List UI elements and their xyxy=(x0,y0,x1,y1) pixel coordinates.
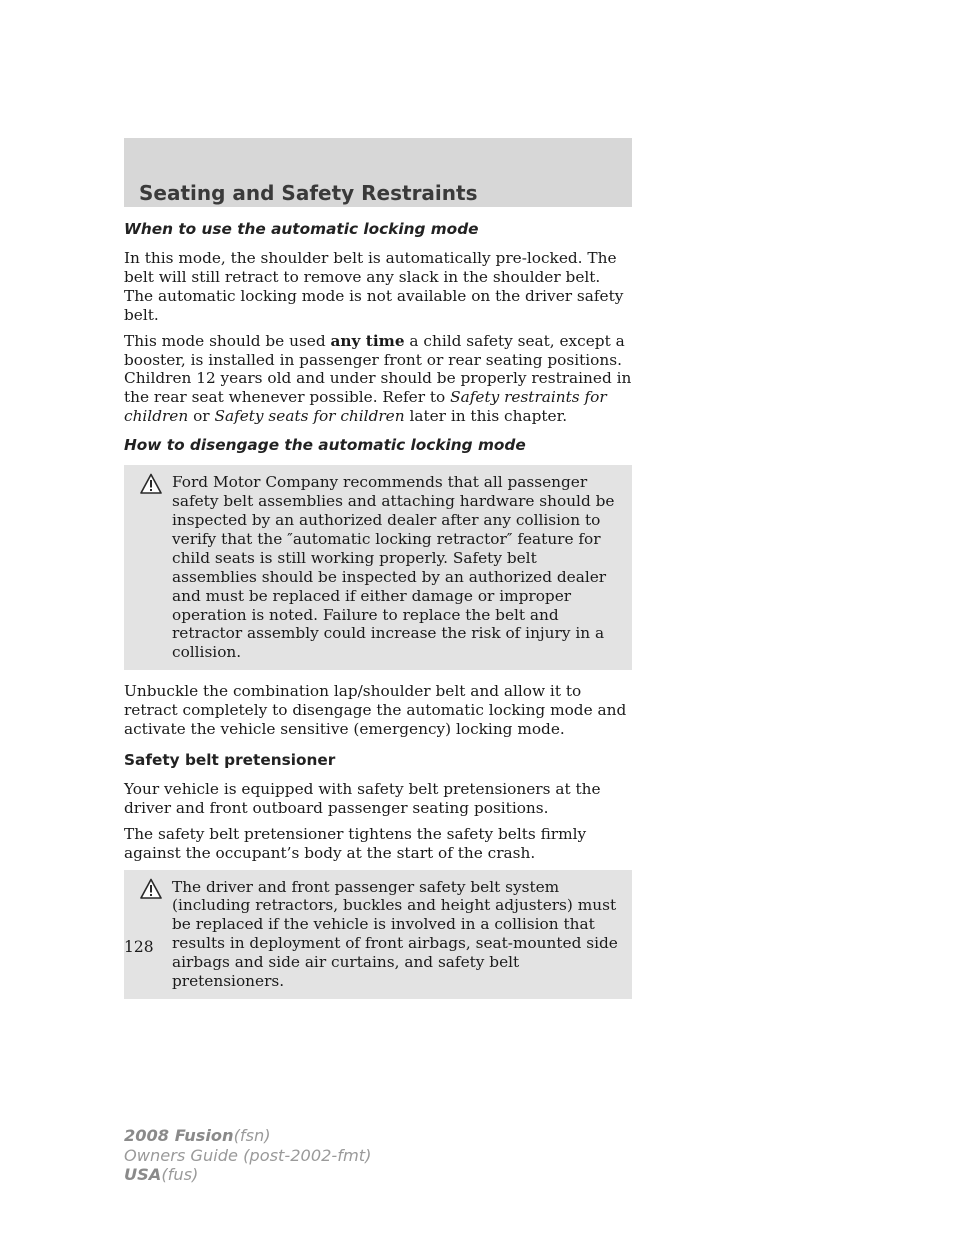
paragraph-when-to-use xyxy=(124,332,632,427)
text-run: later in this chapter. xyxy=(404,407,568,426)
heading-disengage-automatic-locking: How to disengage the automatic locking mode xyxy=(124,436,526,455)
page-number: 128 xyxy=(124,938,154,956)
footer-model: 2008 Fusion xyxy=(124,1126,234,1145)
emphasis-any-time: any time xyxy=(330,331,405,350)
footer-model-code: (fsn) xyxy=(233,1126,271,1145)
footer-line-guide: Owners Guide (post-2002-fmt) xyxy=(124,1145,372,1165)
section-title: Seating and Safety Restraints xyxy=(139,181,478,205)
warning-triangle-icon xyxy=(140,878,162,900)
footer-market-code: (fus) xyxy=(161,1165,199,1184)
footer-line-model xyxy=(124,1126,371,1146)
warning-text-inspection: Ford Motor Company recommends that all passenger safety belt assemblies and attaching hardware should be inspected by an authorized dealer after any collision to verify that the ″automatic locking retractor″ feature for child seats is still working properly. Safety belt assemblies should be inspected by an authorized dealer and must be replaced if either damage or improper operation is noted. Failure to replace the belt and retractor assembly could increase the risk of injury in a collision. xyxy=(172,473,615,662)
reference-safety-seats-for-children: Safety seats for children xyxy=(214,407,405,426)
warning-triangle-icon xyxy=(140,473,162,495)
text-run: or xyxy=(188,407,215,426)
footer-market: USA xyxy=(124,1165,162,1184)
paragraph-pretensioner-equipped: Your vehicle is equipped with safety belt pretensioners at the driver and front outboard passenger seating positions. xyxy=(124,779,601,817)
text-run: This mode should be used xyxy=(124,331,331,350)
text-run: a child safety seat, except a booster, is installed in passenger front or rear seating positions. Children 12 years old and under should be properly restrained in the rear seat whenever possible. Refer to xyxy=(124,331,632,407)
page-content xyxy=(124,220,632,1011)
warning-box-pretensioner xyxy=(124,870,632,999)
heading-automatic-locking-mode: When to use the automatic locking mode xyxy=(124,220,479,238)
warning-box-inspection xyxy=(124,465,632,670)
reference-safety-restraints-for-children: Safety restraints for children xyxy=(124,388,607,426)
paragraph-pretensioner-function: The safety belt pretensioner tightens the safety belts firmly against the occupant’s body at the start of the crash. xyxy=(124,824,587,862)
paragraph-unbuckle-instructions: Unbuckle the combination lap/shoulder belt and allow it to retract completely to disengage the automatic locking mode and activate the vehicle sensitive (emergency) locking mode. xyxy=(124,682,627,739)
document-footer xyxy=(124,1126,371,1185)
footer-line-market xyxy=(124,1165,371,1185)
paragraph-automatic-locking-description: In this mode, the shoulder belt is automatically pre-locked. The belt will still retract to remove any slack in the shoulder belt. The automatic locking mode is not available on the driver safety belt. xyxy=(124,249,624,324)
heading-safety-belt-pretensioner: Safety belt pretensioner xyxy=(124,750,336,769)
warning-text-pretensioner: The driver and front passenger safety belt system (including retractors, buckles and height adjusters) must be replaced if the vehicle is involved in a collision that results in deployment of front airbags, seat-mounted side airbags and side air curtains, and safety belt pretensioners. xyxy=(172,877,618,991)
